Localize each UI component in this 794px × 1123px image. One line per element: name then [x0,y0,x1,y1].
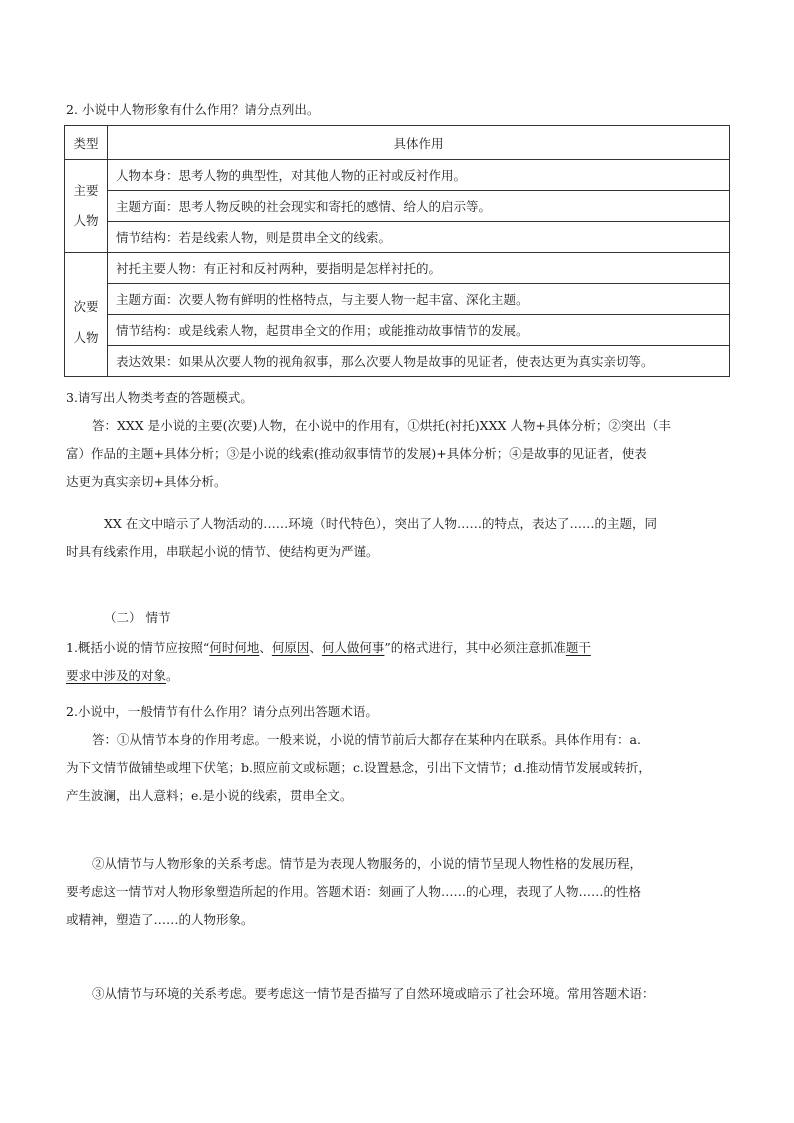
answer-line: 产生波澜，出人意料；e.是小说的线索，贯串全文。 [66,788,353,803]
plot-question-1 [66,634,732,690]
answer-line [66,634,732,662]
table-row [65,160,730,191]
table-header-effect: 具体作用 [108,126,730,160]
table-cell: 表达效果：如果从次要人物的视角叙事，那么次要人物是故事的见证者，使表达更为真实亲切等。 [108,346,730,377]
answer-line: ③从情节与环境的关系考虑。要考虑这一情节是否描写了自然环境或暗示了社会环境。常用答题术语： [92,986,655,1001]
table-cell: 主题方面：次要人物有鲜明的性格特点，与主要人物一起丰富、深化主题。 [108,284,730,315]
answer-line: 要考虑这一情节对人物形象塑造所起的作用。答题术语：刻画了人物……的心理，表现了人物……的性格 [66,884,642,899]
table-row [65,315,730,346]
type-label-line2: 人物 [73,213,99,228]
table-cell: 情节结构：若是线索人物，则是贯串全文的线索。 [108,222,730,253]
table-row [65,253,730,284]
answer-line: 达更为真实亲切+具体分析。 [66,474,227,489]
table-cell: 主题方面：思考人物反映的社会现实和寄托的感情、给人的启示等。 [108,191,730,222]
table-cell: 情节结构：或是线索人物，起贯串全文的作用；或能推动故事情节的发展。 [108,315,730,346]
question-3-answer [66,412,732,496]
type-label-line2: 人物 [73,329,99,345]
table-header-row [65,126,730,160]
table-header-type: 类型 [65,126,108,160]
plot-question-2-title: 2.小说中，一般情节有什么作用？请分点列出答题术语。 [66,704,378,719]
plot-answer-3 [66,980,732,1008]
q1-middle: ”的格式进行，其中必须注意抓准 [384,640,566,655]
type-label-line1: 次要 [73,298,99,314]
blank-who-what: 何人做何事 [321,640,385,655]
answer-line [66,662,732,690]
type-cell-main [65,160,108,253]
question-3-title: 3.请写出人物类考查的答题模式。 [66,390,253,405]
blank-subject-part1: 题干 [565,640,591,655]
answer-line: 答：XXX 是小说的主要(次要)人物，在小说中的作用有，①烘托(衬托)XXX 人物+具体分析；②突出（丰 [92,418,671,433]
answer-line: 为下文情节做铺垫或埋下伏笔；b.照应前文或标题；c.设置悬念，引出下文情节；d.推动情节发展或转折， [66,760,651,775]
table-cell: 人物本身：思考人物的典型性，对其他人物的正衬或反衬作用。 [108,160,730,191]
plot-answer-2 [66,850,732,934]
environment-template [66,510,732,566]
q1-prefix: 1.概括小说的情节应按照“ [66,640,210,655]
plot-answer-1 [66,726,732,810]
question-2-title: 2. 小说中人物形象有什么作用？请分点列出。 [66,102,320,117]
answer-line: 时具有线索作用，串联起小说的情节、使结构更为严谨。 [66,544,379,559]
q1-separator: 、 [309,640,322,655]
type-cell-minor [65,253,108,377]
q1-end: 。 [166,668,179,683]
type-label-line1: 主要 [73,183,99,198]
answer-line: XX 在文中暗示了人物活动的……环境（时代特色），突出了人物……的特点，表达了……的主题，同 [104,516,658,531]
table-cell: 衬托主要人物：有正衬和反衬两种，要指明是怎样衬托的。 [108,253,730,284]
table-row [65,284,730,315]
table-row [65,346,730,377]
plot-section-heading: （二） 情节 [104,610,171,625]
answer-line: 答：①从情节本身的作用考虑。一般来说，小说的情节前后大都存在某种内在联系。具体作用有：a. [92,732,641,747]
character-role-table [64,125,730,377]
q1-separator: 、 [259,640,272,655]
table-row [65,222,730,253]
blank-subject-part2: 要求中涉及的对象 [66,668,167,683]
answer-line: 富）作品的主题+具体分析；③是小说的线索(推动叙事情节的发展)+具体分析；④是故事的见证者，使表 [66,446,647,461]
blank-when-where: 何时何地 [209,640,260,655]
answer-line: 或精神，塑造了……的人物形象。 [66,912,254,927]
blank-reason: 何原因 [271,640,310,655]
table-row [65,191,730,222]
answer-line: ②从情节与人物形象的关系考虑。情节是为表现人物服务的，小说的情节呈现人物性格的发展历程， [92,856,643,871]
